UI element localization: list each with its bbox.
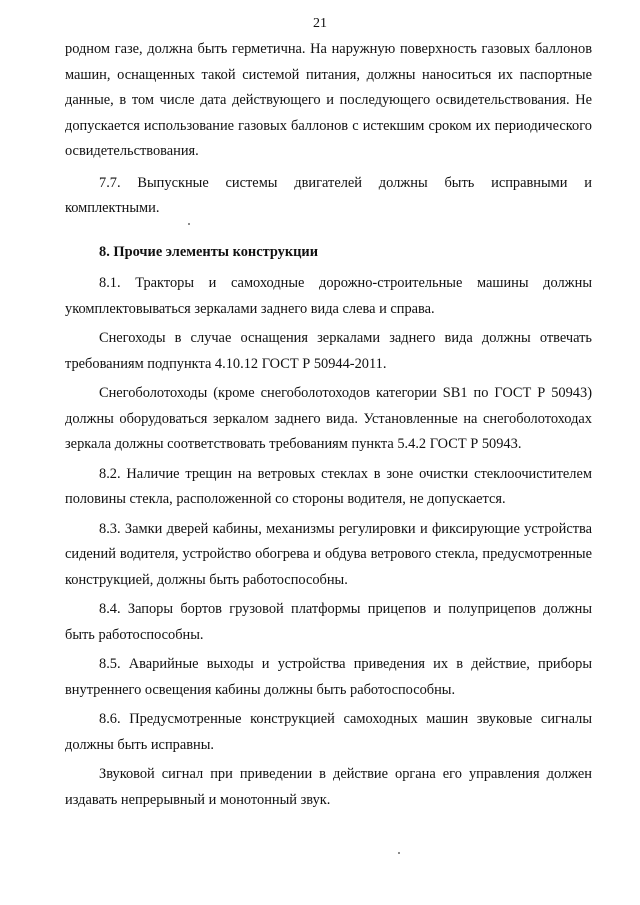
sound-signal-paragraph: Звуковой сигнал при приведении в действие органа его управления должен издавать непрерывный и монотонный звук.	[65, 766, 592, 808]
page-number: 21	[313, 16, 327, 31]
item-8-1: 8.1. Тракторы и самоходные дорожно-строительные машины должны укомплектовываться зеркалами заднего вида слева и справа.	[65, 275, 592, 317]
item-8-2: 8.2. Наличие трещин на ветровых стеклах в зоне очистки стеклоочистителем половины стекла, расположенной со стороны водителя, не допускается.	[65, 465, 592, 507]
document-body	[65, 37, 592, 813]
item-8-5: 8.5. Аварийные выходы и устройства приведения их в действие, приборы внутреннего освещения кабины должны быть работоспособны.	[65, 656, 592, 698]
item-8-4: 8.4. Запоры бортов грузовой платформы прицепов и полуприцепов должны быть работоспособны.	[65, 601, 592, 643]
scan-speck	[398, 852, 400, 854]
scan-speck	[188, 223, 190, 225]
item-8-3: 8.3. Замки дверей кабины, механизмы регулировки и фиксирующие устройства сидений водителя, устройство обогрева и обдува ветрового стекла, предусмотренные конструкцией, должны быть работоспособны.	[65, 520, 592, 588]
snow-swamp-vehicles-paragraph: Снегоболотоходы (кроме снегоболотоходов категории SB1 по ГОСТ Р 50943) должны оборудоваться зеркалом заднего вида. Установленные на снегоболотоходах зеркала должны соответствовать требованиям пункта 5.4.2 ГОСТ Р 50943.	[65, 385, 592, 452]
continuation-paragraph: родном газе, должна быть герметична. На наружную поверхность газовых баллонов машин, оснащенных такой системой питания, должны наноситься их паспортные данные, в том числе дата действующего и последующего освидетельствования. Не допускается использование газовых баллонов с истекшим сроком их периодического освидетельствования.	[65, 41, 592, 159]
snowmobiles-paragraph: Снегоходы в случае оснащения зеркалами заднего вида должны отвечать требованиям подпункта 4.10.12 ГОСТ Р 50944-2011.	[65, 330, 592, 372]
item-7-7: 7.7. Выпускные системы двигателей должны быть исправными и комплектными.	[65, 174, 592, 216]
section-8-heading: 8. Прочие элементы конструкции	[99, 243, 318, 260]
item-8-6: 8.6. Предусмотренные конструкцией самоходных машин звуковые сигналы должны быть исправны.	[65, 711, 592, 753]
